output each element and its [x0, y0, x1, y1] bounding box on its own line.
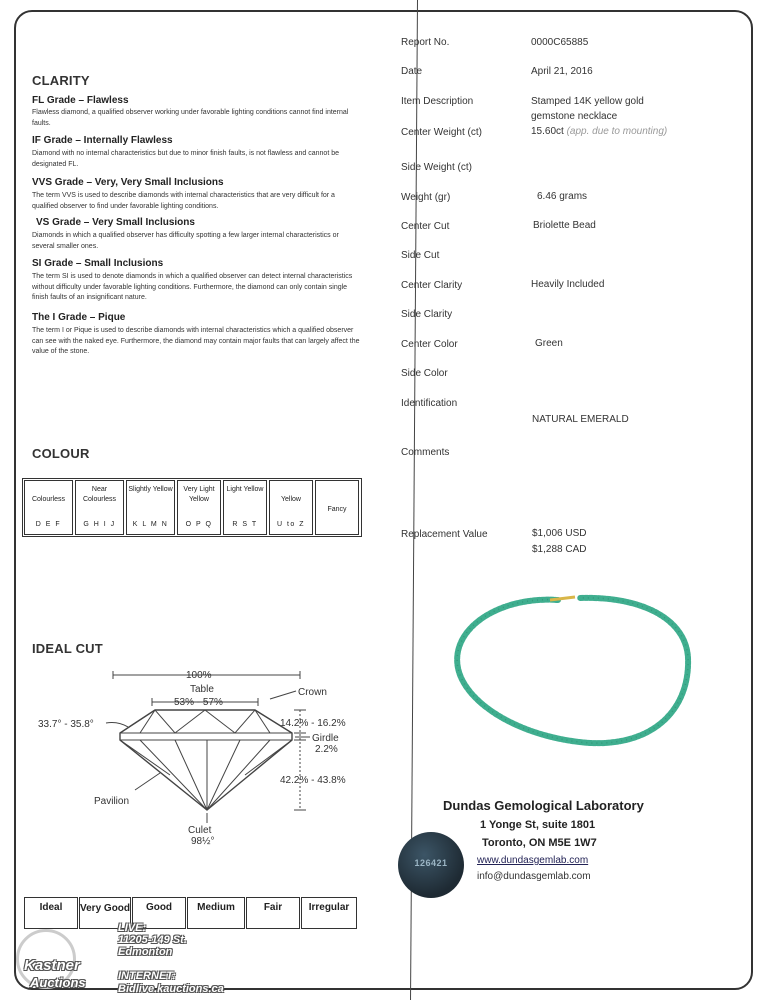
- internet-label: INTERNET:: [118, 970, 176, 982]
- label-side-cut: Side Cut: [401, 250, 440, 261]
- lab-name: Dundas Gemological Laboratory: [443, 798, 644, 813]
- colour-cell: [315, 480, 359, 535]
- label-item-description: Item Description: [401, 96, 474, 107]
- colour-cell: [126, 480, 175, 535]
- value-item-description-2: gemstone necklace: [531, 111, 618, 122]
- culet-value: 98½°: [191, 836, 215, 845]
- seal-number: 126421: [414, 858, 448, 868]
- label-comments: Comments: [401, 447, 450, 458]
- table-label: Table: [190, 684, 214, 695]
- ideal-cut-title: IDEAL CUT: [32, 641, 103, 656]
- colour-cell: [223, 480, 267, 535]
- internet-url[interactable]: Bidlive.kauctions.ca: [118, 983, 224, 995]
- colour-cell: [177, 480, 221, 535]
- hologram-seal: [398, 832, 464, 898]
- lab-website-link[interactable]: www.dundasgemlab.com: [477, 855, 589, 866]
- value-date: April 21, 2016: [531, 66, 593, 77]
- colour-letters: O P Q: [185, 521, 213, 528]
- crown-label: Crown: [298, 687, 327, 698]
- label-report-no: Report No.: [401, 37, 450, 48]
- grade-heading-vvs: VVS Grade – Very, Very Small Inclusions: [32, 177, 224, 188]
- logo-brand-2: Auctions: [30, 975, 86, 990]
- value-center-cut: Briolette Bead: [533, 220, 596, 231]
- cut-grade-cell: Irregular: [301, 897, 357, 929]
- colour-letters: D E F: [35, 521, 62, 528]
- label-center-clarity: Center Clarity: [401, 280, 463, 291]
- grade-desc-vs: Diamonds in which a qualified observer has difficulty spotting a few larger internal characteristics or several smaller ones.: [32, 232, 339, 250]
- width-label: 100%: [186, 670, 212, 681]
- table-value: 53% - 57%: [174, 697, 223, 708]
- kastner-auctions-logo: [10, 925, 106, 993]
- grade-heading-i: The I Grade – Pique: [32, 312, 126, 323]
- colour-cell: [75, 480, 124, 535]
- colour-letters: K L M N: [132, 521, 169, 528]
- label-center-color: Center Color: [401, 339, 458, 350]
- grade-desc-if: Diamond with no internal characteristics but due to minor finish faults, is not flawless and cannot be designated FL.: [32, 150, 339, 168]
- girdle-label: Girdle: [312, 733, 339, 744]
- value-replacement-usd: $1,006 USD: [532, 528, 587, 539]
- colour-name: Slightly Yellow: [128, 486, 173, 493]
- live-address-2: Edmonton: [118, 946, 173, 958]
- label-date: Date: [401, 66, 423, 77]
- center-weight-value: 15.60ct: [531, 126, 564, 137]
- culet-label: Culet: [188, 825, 212, 836]
- value-center-weight: [531, 126, 667, 137]
- value-center-color: Green: [535, 338, 563, 349]
- crown-height: 14.2% - 16.2%: [280, 718, 346, 729]
- ideal-cut-diagram: [0, 655, 400, 845]
- center-weight-note: (app. due to mounting): [566, 126, 668, 137]
- cut-grade-cell: Ideal: [24, 897, 78, 929]
- grade-desc-vvs: The term VVS is used to describe diamonds with internal characteristics that are very difficult for a qualified observer to find under favorable lighting conditions.: [32, 192, 335, 210]
- label-side-clarity: Side Clarity: [401, 309, 453, 320]
- lab-email: info@dundasgemlab.com: [477, 871, 591, 882]
- cut-grade-cell: Very Good: [79, 897, 131, 929]
- lab-address-2: Toronto, ON M5E 1W7: [482, 837, 597, 849]
- colour-letters: R S T: [232, 521, 258, 528]
- colour-cell: [269, 480, 313, 535]
- grade-heading-si: SI Grade – Small Inclusions: [32, 258, 164, 269]
- colour-name: Yellow: [281, 496, 301, 503]
- grade-heading-if: IF Grade – Internally Flawless: [32, 135, 173, 146]
- colour-letters: G H I J: [83, 521, 116, 528]
- grade-heading-vs: VS Grade – Very Small Inclusions: [36, 217, 195, 228]
- label-side-color: Side Color: [401, 368, 448, 379]
- label-weight: Weight (gr): [401, 192, 451, 203]
- label-replacement-value: Replacement Value: [401, 529, 488, 540]
- live-label: LIVE:: [118, 922, 147, 934]
- grade-desc-fl: Flawless diamond, a qualified observer working under favorable lighting conditions cannot find internal faults.: [32, 109, 349, 127]
- colour-name: Light Yellow: [226, 486, 264, 493]
- cut-grade-cell: Fair: [246, 897, 300, 929]
- cut-grade-cell: Medium: [187, 897, 245, 929]
- pavilion-label: Pavilion: [94, 796, 130, 807]
- clarity-title: CLARITY: [32, 73, 90, 88]
- grade-heading-fl: FL Grade – Flawless: [32, 95, 129, 106]
- necklace-image: [440, 588, 700, 758]
- girdle-value: 2.2%: [315, 744, 338, 755]
- colour-name: Colourless: [31, 496, 66, 503]
- logo-brand-1: Kastner: [24, 957, 80, 974]
- grade-desc-si: The term SI is used to denote diamonds in which a qualified observer can detect internal characteristics without difficulty under favorable lighting conditions. Furthermore, the diamond can only contain single finish faults of an insignificant nature.: [32, 273, 353, 301]
- value-center-clarity: Heavily Included: [531, 279, 605, 290]
- label-side-weight: Side Weight (ct): [401, 162, 472, 173]
- lab-address-1: 1 Yonge St, suite 1801: [480, 819, 596, 831]
- live-address-1: 11205-149 St.: [118, 934, 187, 946]
- label-center-weight: Center Weight (ct): [401, 127, 482, 138]
- colour-name: Fancy: [327, 506, 347, 513]
- colour-name: Near Colourless: [82, 486, 117, 503]
- colour-letters: U to Z: [276, 521, 306, 528]
- value-item-description: Stamped 14K yellow gold: [531, 96, 644, 107]
- value-weight: 6.46 grams: [537, 191, 588, 202]
- value-replacement-cad: $1,288 CAD: [532, 544, 587, 555]
- value-identification: NATURAL EMERALD: [532, 414, 629, 425]
- crown-angle: 33.7° - 35.8°: [38, 719, 94, 730]
- colour-title: COLOUR: [32, 446, 90, 461]
- pavilion-depth: 42.2% - 43.8%: [280, 775, 346, 786]
- label-identification: Identification: [401, 398, 458, 409]
- grade-desc-i: The term I or Pique is used to describe diamonds with internal characteristics which a qualified observer can see with the naked eye. Furthermore, the diamond may contain major faults that can largely affect the value of the stone.: [32, 327, 360, 355]
- colour-table: [24, 480, 361, 535]
- value-report-no: 0000C65885: [531, 37, 589, 48]
- cut-grade-cell: Good: [132, 897, 186, 929]
- colour-cell: [24, 480, 73, 535]
- label-center-cut: Center Cut: [401, 221, 450, 232]
- colour-name: Very Light Yellow: [183, 486, 215, 503]
